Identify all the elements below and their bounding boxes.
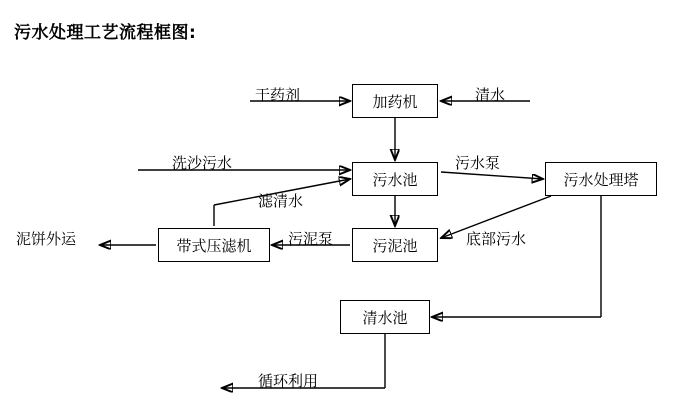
node-label: 带式压滤机 [176, 236, 252, 255]
edge-label-clean-water: 清水 [475, 86, 506, 104]
edge-label-dry-agent: 干药剂 [255, 86, 301, 104]
node-label: 加药机 [372, 92, 418, 111]
node-label: 污水池 [372, 170, 418, 189]
node-dosing[interactable] [352, 84, 438, 118]
edge-label-filtered-water: 滤清水 [258, 192, 304, 210]
node-belt-filter-press[interactable] [158, 228, 270, 262]
node-label: 污水处理塔 [563, 170, 639, 189]
edge-label-sand-washing-sewage: 洗沙污水 [172, 154, 233, 172]
edge-label-sludge-pump: 污泥泵 [288, 230, 334, 248]
node-label: 清水池 [362, 308, 408, 327]
node-label: 污泥池 [372, 236, 418, 255]
edge-label-recycle-use: 循环利用 [258, 372, 319, 390]
edge-label-sewage-pump: 污水泵 [455, 154, 501, 172]
edge-label-mud-cake-transport: 泥饼外运 [16, 230, 77, 248]
page-title: 污水处理工艺流程框图: [14, 23, 197, 43]
edge-label-bottom-sewage: 底部污水 [466, 230, 527, 248]
node-clear-water-pool[interactable] [340, 300, 430, 334]
node-sludge-pool[interactable] [352, 228, 438, 262]
node-treatment-tower[interactable] [545, 162, 657, 196]
node-sewage-pool[interactable] [352, 162, 438, 196]
